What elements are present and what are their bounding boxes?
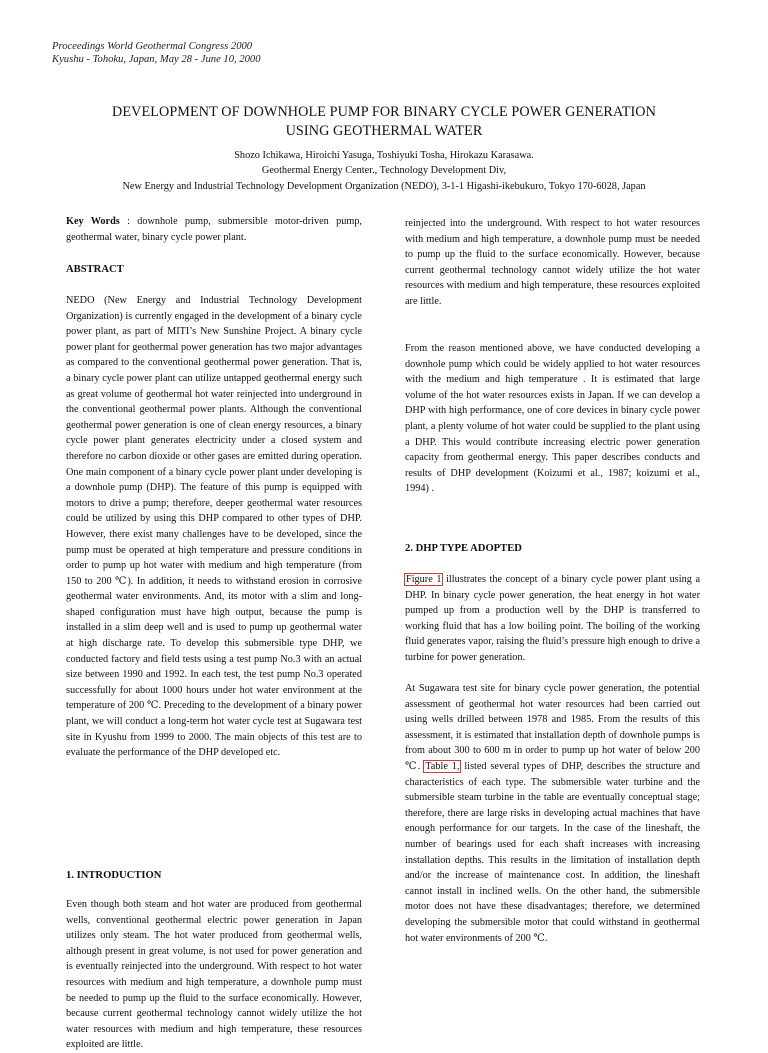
introduction-body-left (66, 897, 362, 1051)
abstract-heading: ABSTRACT (66, 264, 124, 275)
dhp-heading: 2. DHP TYPE ADOPTED (405, 543, 522, 554)
abstract-text: NEDO (New Energy and Industrial Technology Development Organization) is currently engaged in the development of a binary cycle power plant, as part of MITI’s New Sunshine Project. A binary cycle power plant for geothermal power generation has two major advantages as compared to the conventional geothermal power generation. That is, a binary cycle power plant can utilize untapped geothermal energy such as great volume of geothermal hot water reinjected into underground in the conventional geothermal power plants. Although the conventional geothermal power generation is one of clean energy resources, a binary cycle power plant generates electricity under a closed system and therefore no carbon dioxide or other gases are emitted during operation. One main component of a binary cycle power plant under developing is a downhole pump (DHP). The feature of this pump is equipped with motors to drive a pump; therefore, deeper geothermal water resources could be utilized by using this DHP compared to other types of DHP. However, there exist many challenges have to be developed, since the pump must be operated at high temperature and pressure conditions in order to pump up hot water with medium and high temperature (from 150 to 200 ℃). In addition, it needs to withstand erosion in corrosive geothermal water environments. And, its motor with a slim and long-shaped configuration must have high output, because the pump is installed in a slim deep well and is used to pump up geothermal water at high discharge rate. To develop this submersible type DHP, we conducted factory and field tests using a test pump No.3 with an actual size between 1990 and 1992. In each test, the test pump No.3 operated successfully for about 1000 hours under hot water environment at the temperature of 200 ℃. Preceding to the development of a binary power plant, we will conduct a long-term hot water cycle test at Sugawara test site in Kyushu from 1999 to 2000. The main objects of this test are to evaluate the performance of the DHP developed etc. (66, 295, 362, 759)
left-column (66, 214, 362, 245)
table-1-link[interactable]: Table 1, (425, 760, 460, 772)
venue-date-line: Kyushu - Tohoku, Japan, May 28 - June 10, 2000 (52, 54, 261, 65)
introduction-paragraph-1-continued: reinjected into the underground. With respect to hot water resources with medium and high temperature, a downhole pump must be needed to pump up the fluid to the surface economically. However, because current geothermal technology cannot widely utilize the hot water resources with medium and high temperature, these resources exploited are little. (405, 218, 700, 307)
proceedings-line: Proceedings World Geothermal Congress 2000 (52, 41, 253, 52)
affiliation-line-1: Geothermal Energy Center., Technology Development Div, (261, 165, 507, 176)
dhp-body-2 (405, 681, 700, 946)
author-names: Shozo Ichikawa, Hiroichi Yasuga, Toshiyuki Tosha, Hirokazu Karasawa. (234, 150, 534, 161)
figure-1-link[interactable]: Figure 1 (406, 574, 442, 585)
introduction-paragraph-2: From the reason mentioned above, we have conducted developing a downhole pump which could be widely applied to hot water resources with the medium and high temperature . It is estimated that large volume of the hot water resources exists in Japan. If we can develop a DHP with high performance, one of core devices in binary cycle power plant, a plenty volume of hot water could be supplied to the plant using a DHP. This would contribute increasing electric power generation capacity from geothermal energy. This paper describes conducts and results of DHP development (Koizumi et al., 1987; koizumi et al., 1994) . (405, 343, 700, 495)
keywords-text: : downhole pump, submersible motor-driven pump, geothermal water, binary cycle power plant. (66, 216, 362, 243)
dhp-paragraph-1-text: illustrates the concept of a binary cycle power plant using a DHP. In binary cycle power generation, the heat energy in hot water pumped up from a production well by the DHP is transferred to working fluid that has a low boiling point. The boiling of the working fluid generates vapor, raising the fluid’s pressure high enough to drive a turbine for power generation. (405, 574, 700, 663)
dhp-body-1 (405, 572, 700, 666)
dhp-paragraph-2-start: At Sugawara test site for binary cycle power generation, the potential assessment of geothermal hot water resources had been carried out using wells drilled between 1978 and 1985. From the results of this assessment, it is estimated that installation depth of downhole pumps is from about 300 to 600 m in order to pump up hot water of below 200 ℃. (405, 683, 700, 772)
introduction-heading: 1. INTRODUCTION (66, 870, 162, 881)
abstract-body (66, 293, 362, 761)
introduction-paragraph-1: Even though both steam and hot water are produced from geothermal wells, conventional geothermal electric power generation in Japan utilizes only steam. The hot water produced from geothermal wells, although present in great volume, is not used for power generation and is eventually reinjected into the underground. With respect to hot water resources with medium and high temperature, a downhole pump must be needed to pump up the fluid to the surface economically. However, because current geothermal technology cannot widely utilize the hot water resources with medium and high temperature, these resources exploited are little. (66, 899, 362, 1051)
dhp-paragraph-1 (405, 572, 700, 666)
affiliation-line-2: New Energy and Industrial Technology Development Organization (NEDO), 3-1-1 Higashi-ikebukuro, Tokyo 170-6028, Japan (122, 181, 646, 192)
right-column-intro (405, 216, 700, 310)
title-line-1: DEVELOPMENT OF DOWNHOLE PUMP FOR BINARY CYCLE POWER GENERATION (111, 104, 657, 120)
title-line-2: USING GEOTHERMAL WATER (285, 123, 483, 139)
dhp-paragraph-2 (405, 681, 700, 946)
keywords-label: Key Words (66, 216, 120, 227)
dhp-paragraph-2-text: listed several types of DHP, describes the structure and characteristics of each type. The submersible water turbine and the submersible steam turbine in the table are eventually conceptual stage; therefore, there are large risks in developing actual machines that have enough performance for our targets. In the case of the lineshaft, the number of bearings used for each shaft increases with increasing installation depths. This results in the limitation of installation depth and/or the increase of maintenance cost. In addition, the lineshaft cannot install in inclined wells. On the other hand, the submersible motor does not have these disadvantages; therefore, we determined developing the submersible motor that could withstand in geothermal hot water environments of 200 ℃. (405, 760, 701, 944)
paper-title (40, 103, 728, 141)
keywords-paragraph (66, 214, 362, 245)
introduction-body-right (405, 341, 700, 497)
